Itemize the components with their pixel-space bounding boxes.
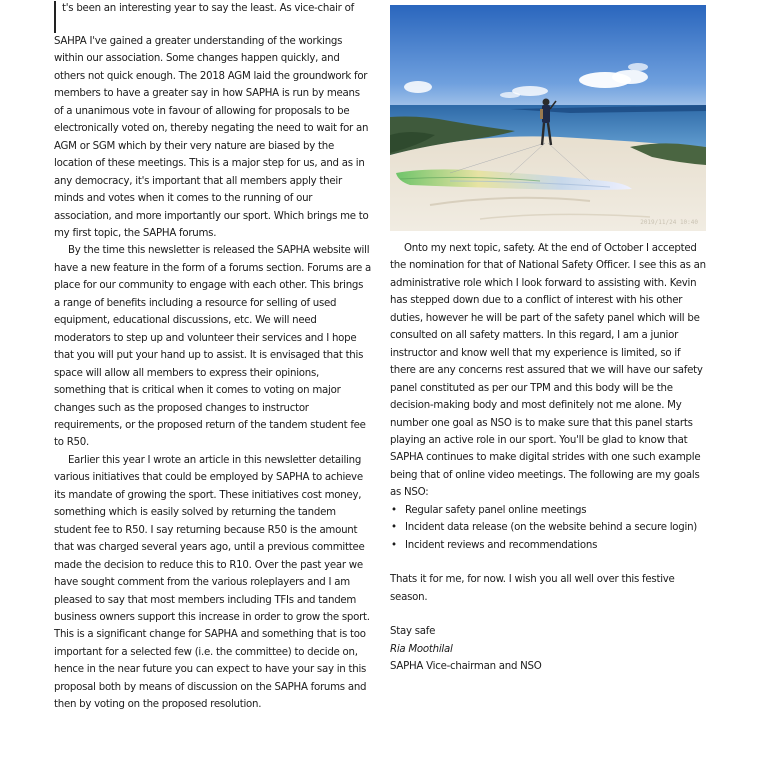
nso-goals-list [390, 502, 708, 554]
paragraph-closing: Thats it for me, for now. I wish you all well over this festive season. [390, 574, 675, 603]
author-name: Ria Moothilal [390, 643, 453, 655]
spacer [390, 554, 708, 571]
photo-illustration [390, 5, 706, 231]
photo-timestamp: 2019/11/24 10:40 [640, 219, 698, 226]
paragraph-tandem-fee: Earlier this year I wrote an article in this newsletter detailing various initiatives that could be employed by SAPHA to achieve its mandate of growing the sport. These initiatives cost money, something which is easily solved by returning the tandem student fee to R50. I say returning because R50 is the amount that was charged several years ago, until a previous committee made the decision to reduce this to R10. Over the past year we have sought comment from the various roleplayers and I am pleased to say that most members including TFIs and tandem business owners support this increase in order to grow the sport. This is a significant change for SAPHA and something that is too important for a selected few (i.e. the committee) to decide on, hence in the near future you can expect to have your say in this proposal both by means of discussion on the SAPHA forums and then by voting on the proposed resolution. [54, 454, 370, 711]
list-item: • Incident data release (on the website behind a secure login) [390, 519, 708, 536]
paragraph-forums: By the time this newsletter is released the SAPHA website will have a new feature in the form of a forums section. Forums are a place for our community to engage with each other. This brings a range of benefits including a resource for selling of used equipment, educational discussions, etc. We will need moderators to step up and volunteer their services and I hope that you will put your hand up to assist. It is envisaged that this space will allow all members to express their opinions, something that is critical when it comes to voting on major changes such as the proposed changes to instructor requirements, or the proposed return of the tandem student fee to R50. [54, 245, 371, 449]
list-item: • Incident reviews and recommendations [390, 537, 708, 554]
paragraph-safety: Onto my next topic, safety. At the end of October I accepted the nomination for that of National Safety Officer. I see this as an administrative role which I look forward to assisting with. Kevin has stepped down due to a conflict of interest with his other duties, however he will be part of the safety panel which will be consulted on all safety matters. In this regard, I am a junior instructor and know well that my experience is limited, so if there are any concerns rest assured that we will have our safety panel constituted as per our TPM and this body will be the decision-making body and most definitely not me alone. My number one goal as NSO is to make sure that this panel starts playing an active role in our sport. You'll be glad to know that SAPHA continues to make digital strides with one such example being that of online video meetings. The following are my goals as NSO: [390, 243, 706, 499]
sign-off: Stay safe [390, 626, 436, 638]
paragraph-intro [54, 0, 372, 242]
drop-cap [54, 1, 59, 33]
right-text-column [390, 240, 708, 675]
left-text-column [54, 0, 372, 714]
author-title: SAPHA Vice-chairman and NSO [390, 660, 542, 672]
list-item: • Regular safety panel online meetings [390, 502, 708, 519]
paragraph-intro-text: t's been an interesting year to say the least. As vice-chair of SAHPA I've gained a greater understanding of the workings within our association. Some changes happen quickly, and others not quick enough. The 2018 AGM laid the groundwork for members to have a greater say in how SAPHA is run by means of a unanimous vote in favour of allowing for proposals to be electronically voted on, thereby negating the need to wait for an AGM or SGM which by their very nature are biased by the location of these meetings. This is a major step for us, and as in any democracy, it's important that all members apply their minds and votes when it comes to the running of our association, and more importantly our sport. Which brings me to my first topic, the SAPHA forums. [54, 3, 369, 239]
spacer [390, 606, 708, 623]
beach-paraglider-photo [390, 5, 706, 231]
